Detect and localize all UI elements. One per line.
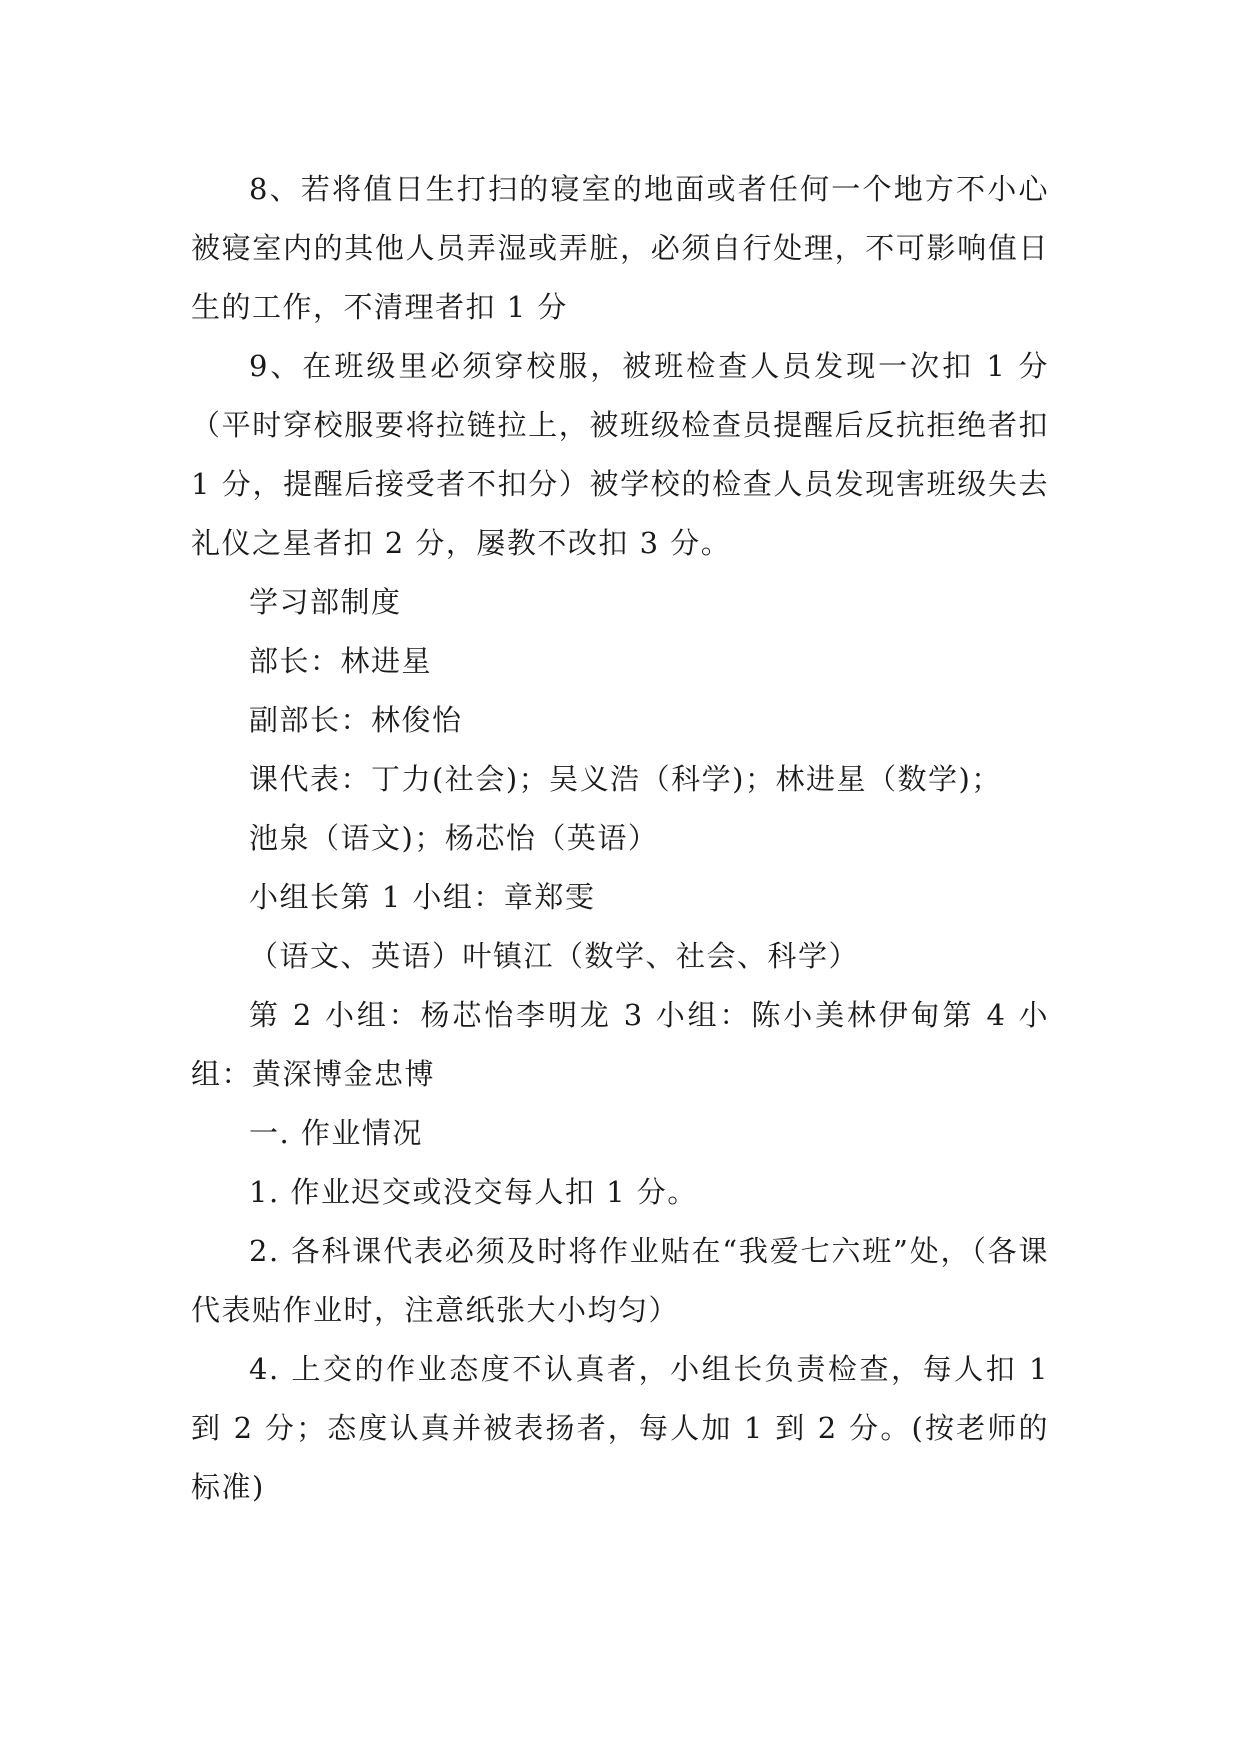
document-page <box>191 160 1049 1517</box>
homework-rule-2: 2. 各科课代表必须及时将作业贴在“我爱七六班”处，（各课代表贴作业时，注意纸张大小均匀） <box>191 1234 1049 1327</box>
homework-rule-4: 4. 上交的作业态度不认真者，小组长负责检查，每人扣 1 到 2 分；态度认真并被表扬者，每人加 1 到 2 分。(按老师的标准) <box>191 1352 1049 1504</box>
section-heading-study-department: 学习部制度 <box>249 585 402 619</box>
section-heading-homework: 一. 作业情况 <box>249 1116 423 1150</box>
deputy-head-line: 副部长：林俊怡 <box>249 703 463 737</box>
group-leader-subjects: （语文、英语）叶镇江（数学、社会、科学） <box>249 939 860 973</box>
group-leader-group-1: 小组长第 1 小组：章郑雯 <box>249 880 596 914</box>
subject-representatives-line: 课代表：丁力(社会)；吴义浩（科学)；林进星（数学)； <box>249 762 1002 796</box>
rule-9-paragraph: 9、在班级里必须穿校服，被班检查人员发现一次扣 1 分（平时穿校服要将拉链拉上，被班级检查员提醒后反抗拒绝者扣 1 分，提醒后接受者不扣分）被学校的检查人员发现害班级失去礼仪之星者扣 2 分，屡教不改扣 3 分。 <box>191 349 1049 560</box>
group-leaders-groups-2-4: 第 2 小组：杨芯怡李明龙 3 小组：陈小美林伊甸第 4 小组：黄深博金忠博 <box>191 998 1049 1091</box>
subject-representatives-continued: 池泉（语文)；杨芯怡（英语） <box>249 821 659 855</box>
homework-rule-1: 1. 作业迟交或没交每人扣 1 分。 <box>249 1175 698 1209</box>
rule-8-paragraph: 8、若将值日生打扫的寝室的地面或者任何一个地方不小心被寝室内的其他人员弄湿或弄脏，必须自行处理，不可影响值日生的工作，不清理者扣 1 分 <box>191 172 1049 324</box>
department-head-line: 部长：林进星 <box>249 644 433 678</box>
